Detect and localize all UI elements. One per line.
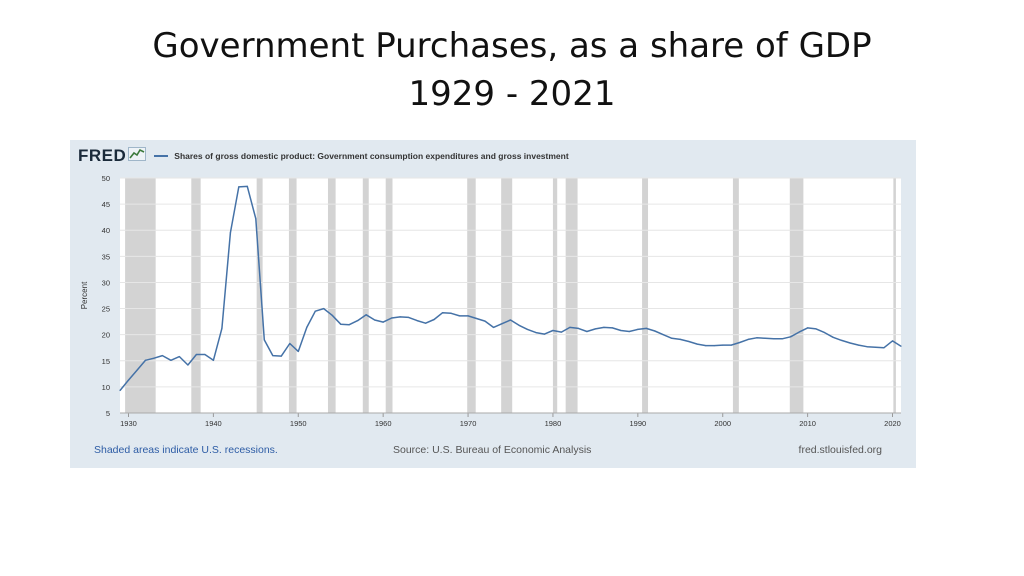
data-point	[510, 319, 511, 320]
data-point	[866, 346, 867, 347]
x-tick-label: 1980	[544, 419, 562, 428]
data-point	[179, 356, 180, 357]
y-tick-label: 40	[101, 226, 110, 236]
data-point	[680, 339, 681, 340]
data-point	[306, 327, 307, 328]
data-point	[629, 331, 630, 332]
data-point	[765, 338, 766, 339]
recession-band	[386, 178, 393, 413]
data-point	[773, 338, 774, 339]
data-point	[883, 347, 884, 348]
data-point	[535, 332, 536, 333]
data-point	[756, 337, 757, 338]
data-point	[221, 328, 222, 329]
fred-chart-panel	[70, 140, 916, 468]
data-point	[722, 345, 723, 346]
data-point	[849, 342, 850, 343]
data-point	[264, 339, 265, 340]
data-point	[400, 316, 401, 317]
x-tick-label: 2000	[714, 419, 732, 428]
data-point	[417, 320, 418, 321]
data-point	[383, 322, 384, 323]
x-tick-label: 1990	[629, 419, 647, 428]
slide-title-line-2: 1929 - 2021	[408, 74, 616, 114]
data-point	[357, 320, 358, 321]
data-point	[442, 312, 443, 313]
data-point	[255, 218, 256, 219]
data-point	[637, 329, 638, 330]
y-tick-label: 25	[101, 304, 110, 314]
data-point	[731, 345, 732, 346]
data-point	[136, 370, 137, 371]
recession-note[interactable]: Shaded areas indicate U.S. recessions.	[94, 444, 278, 456]
data-point	[646, 328, 647, 329]
data-point	[170, 360, 171, 361]
data-point	[782, 338, 783, 339]
data-point	[527, 329, 528, 330]
data-point	[391, 317, 392, 318]
x-tick-label: 2020	[884, 419, 901, 428]
recession-band	[733, 178, 739, 413]
data-point	[705, 345, 706, 346]
data-point	[739, 342, 740, 343]
data-point	[230, 232, 231, 233]
data-point	[332, 315, 333, 316]
recession-band	[191, 178, 200, 413]
data-point	[654, 330, 655, 331]
data-point	[493, 327, 494, 328]
recession-band	[363, 178, 369, 413]
data-point	[586, 331, 587, 332]
fred-url[interactable]: fred.stlouisfed.org	[798, 444, 882, 456]
slide-title	[0, 22, 1024, 118]
data-point	[459, 315, 460, 316]
y-tick-label: 50	[101, 174, 110, 183]
data-point	[145, 360, 146, 361]
data-point	[476, 318, 477, 319]
data-point	[119, 390, 120, 391]
recession-band	[566, 178, 578, 413]
legend-line-swatch	[154, 155, 168, 157]
fred-logo[interactable]: FRED	[78, 146, 127, 165]
data-point	[875, 347, 876, 348]
data-point	[433, 319, 434, 320]
data-point	[544, 334, 545, 335]
chart-header	[78, 146, 569, 166]
data-point	[816, 328, 817, 329]
data-point	[697, 343, 698, 344]
recession-band	[501, 178, 512, 413]
data-point	[289, 343, 290, 344]
data-point	[620, 330, 621, 331]
data-point	[714, 345, 715, 346]
fred-chart-icon	[128, 147, 146, 166]
data-point	[425, 323, 426, 324]
data-point	[578, 328, 579, 329]
x-tick-label: 1960	[374, 419, 392, 428]
data-point	[552, 330, 553, 331]
x-tick-label: 1940	[205, 419, 222, 428]
data-point	[204, 354, 205, 355]
data-point	[807, 327, 808, 328]
data-point	[340, 324, 341, 325]
data-point	[900, 346, 901, 347]
data-point	[366, 314, 367, 315]
y-tick-label: 10	[101, 382, 110, 392]
fred-line-chart	[70, 140, 916, 468]
slide-title-line-1: Government Purchases, as a share of GDP	[152, 26, 872, 66]
recession-band	[893, 178, 896, 413]
data-point	[671, 338, 672, 339]
legend-series-label: Shares of gross domestic product: Government consumption expenditures and gross investment	[174, 151, 569, 161]
data-point	[349, 324, 350, 325]
data-point	[323, 308, 324, 309]
data-point	[484, 320, 485, 321]
recession-band	[289, 178, 297, 413]
data-point	[467, 315, 468, 316]
x-tick-label: 1970	[459, 419, 477, 428]
data-point	[238, 186, 239, 187]
data-point	[196, 354, 197, 355]
data-point	[688, 341, 689, 342]
data-point	[298, 351, 299, 352]
y-axis-label: Percent	[80, 281, 89, 310]
data-point	[247, 186, 248, 187]
data-point	[790, 336, 791, 337]
x-tick-label: 1950	[289, 419, 307, 428]
recession-band	[642, 178, 648, 413]
data-point	[187, 364, 188, 365]
y-tick-label: 5	[105, 409, 110, 418]
y-tick-label: 45	[101, 200, 110, 210]
source-note: Source: U.S. Bureau of Economic Analysis	[393, 444, 592, 456]
recession-band	[467, 178, 475, 413]
data-point	[281, 355, 282, 356]
data-point	[153, 358, 154, 359]
y-tick-label: 15	[101, 356, 110, 366]
data-point	[832, 337, 833, 338]
data-point	[824, 332, 825, 333]
data-point	[408, 317, 409, 318]
x-tick-label: 1930	[120, 419, 137, 428]
x-tick-label: 2010	[799, 419, 816, 428]
recession-band	[328, 178, 336, 413]
data-point	[595, 328, 596, 329]
data-point	[518, 325, 519, 326]
data-point	[162, 355, 163, 356]
data-point	[858, 345, 859, 346]
y-tick-label: 30	[101, 278, 110, 288]
y-tick-label: 20	[101, 330, 110, 340]
data-point	[128, 380, 129, 381]
y-tick-label: 35	[101, 252, 110, 262]
data-point	[315, 311, 316, 312]
data-point	[213, 360, 214, 361]
data-point	[841, 340, 842, 341]
data-point	[272, 355, 273, 356]
data-point	[892, 340, 893, 341]
data-point	[501, 323, 502, 324]
data-point	[450, 313, 451, 314]
data-point	[663, 334, 664, 335]
data-point	[374, 319, 375, 320]
data-point	[561, 331, 562, 332]
data-point	[603, 327, 604, 328]
recession-band	[790, 178, 804, 413]
recession-band	[553, 178, 557, 413]
data-point	[799, 331, 800, 332]
data-point	[569, 327, 570, 328]
data-point	[612, 327, 613, 328]
data-point	[748, 339, 749, 340]
